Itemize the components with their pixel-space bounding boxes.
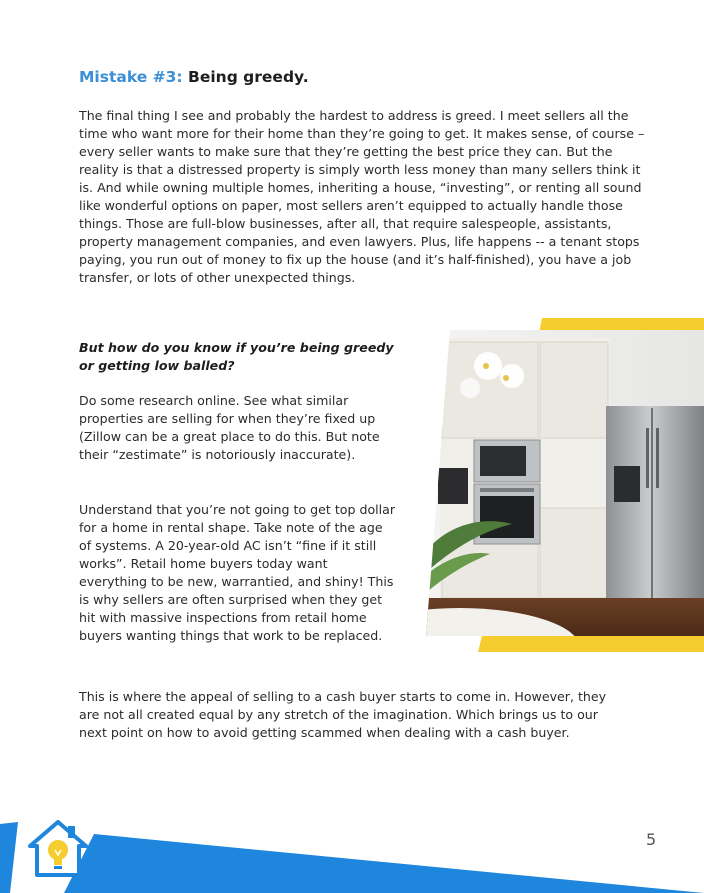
section-heading (79, 66, 659, 88)
house-lightbulb-logo (28, 820, 88, 880)
question-heading: But how do you know if you’re being greedy or getting low balled? (79, 340, 394, 373)
page-number: 5 (646, 830, 657, 849)
research-paragraph: Do some research online. See what similar properties are selling for when they’re fixed up (Zillow can be a great place to do this. But note their “zestimate” is notoriously inaccurate). (79, 393, 380, 462)
footer-blue-band (0, 800, 704, 893)
closing-paragraph: This is where the appeal of selling to a cash buyer starts to come in. However, they are not all created equal by any stretch of the imagination. Which brings us to our next point on how to avoid getting scammed when dealing with a cash buyer. (79, 689, 607, 740)
condition-paragraph: Understand that you’re not going to get top dollar for a home in rental shape. Take note of the age of systems. A 20-year-old AC isn’t “fine if it still works”. Retail home buyers today want everything to be new, warrantied, and shiny! This is why sellers are often surprised when they get hit with massive inspections from retail home buyers wanting things that work to be replaced. (79, 502, 396, 643)
mistake-title: Being greedy. (188, 68, 309, 86)
intro-paragraph: The final thing I see and probably the hardest to address is greed. I meet sellers all the time who want more for their home than they’re going to get. It makes sense, of course – every seller wants to make sure that they’re getting the best price they can. But the reality is that a distressed property is simply worth less money than many sellers think it is. And while owning multiple homes, inheriting a house, “investing”, or renting all sound like wonderful options on paper, most sellers aren’t equipped to actually handle those things. Those are full-blow businesses, after all, that require salespeople, assistants, property management companies, and even lawyers. Plus, life happens -- a tenant stops paying, you run out of money to fix up the house (and it’s half-finished), you have a job transfer, or lots of other unexpected things. (79, 108, 645, 285)
mistake-label: Mistake #3: (79, 68, 183, 86)
kitchen-photo-frame (420, 318, 704, 652)
kitchen-photo (420, 318, 704, 652)
